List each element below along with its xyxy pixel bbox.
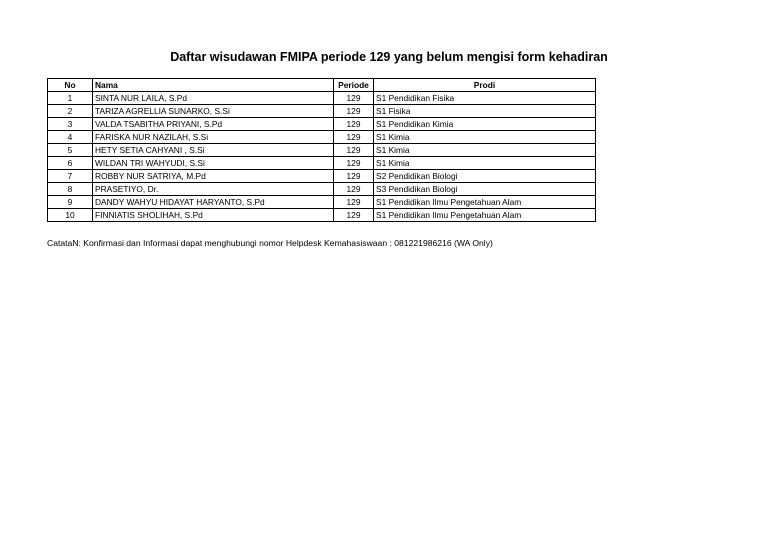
cell-prodi: S1 Kimia <box>374 131 596 144</box>
cell-nama: PRASETIYO, Dr. <box>93 183 334 196</box>
header-nama: Nama <box>93 79 334 92</box>
table-row <box>48 170 596 183</box>
cell-no: 3 <box>48 118 93 131</box>
cell-periode: 129 <box>334 170 374 183</box>
table-row <box>48 131 596 144</box>
cell-prodi: S1 Kimia <box>374 157 596 170</box>
table-row <box>48 92 596 105</box>
graduates-table <box>47 78 596 222</box>
cell-prodi: S1 Pendidikan Ilmu Pengetahuan Alam <box>374 196 596 209</box>
cell-periode: 129 <box>334 131 374 144</box>
cell-prodi: S1 Pendidikan Kimia <box>374 118 596 131</box>
cell-no: 7 <box>48 170 93 183</box>
cell-nama: DANDY WAHYU HIDAYAT HARYANTO, S.Pd <box>93 196 334 209</box>
cell-periode: 129 <box>334 118 374 131</box>
contact-note: CatataN: Konfirmasi dan Informasi dapat menghubungi nomor Helpdesk Kemahasiswaan : 081221986216 (WA Only) <box>47 238 493 248</box>
cell-periode: 129 <box>334 105 374 118</box>
cell-nama: ROBBY NUR SATRIYA, M.Pd <box>93 170 334 183</box>
cell-prodi: S2 Pendidikan Biologi <box>374 170 596 183</box>
cell-no: 4 <box>48 131 93 144</box>
cell-periode: 129 <box>334 157 374 170</box>
cell-periode: 129 <box>334 196 374 209</box>
cell-prodi: S1 Fisika <box>374 105 596 118</box>
table-row <box>48 157 596 170</box>
header-no: No <box>48 79 93 92</box>
cell-prodi: S3 Pendidikan Biologi <box>374 183 596 196</box>
cell-no: 9 <box>48 196 93 209</box>
header-periode: Periode <box>334 79 374 92</box>
cell-periode: 129 <box>334 92 374 105</box>
cell-periode: 129 <box>334 209 374 222</box>
table-row <box>48 196 596 209</box>
cell-no: 6 <box>48 157 93 170</box>
cell-no: 1 <box>48 92 93 105</box>
cell-periode: 129 <box>334 144 374 157</box>
cell-no: 8 <box>48 183 93 196</box>
cell-prodi: S1 Pendidikan Ilmu Pengetahuan Alam <box>374 209 596 222</box>
cell-prodi: S1 Kimia <box>374 144 596 157</box>
table-row <box>48 183 596 196</box>
cell-nama: VALDA TSABITHA PRIYANI, S.Pd <box>93 118 334 131</box>
cell-nama: FARISKA NUR NAZILAH, S.Si <box>93 131 334 144</box>
table-row <box>48 209 596 222</box>
cell-no: 2 <box>48 105 93 118</box>
table-header-row <box>48 79 596 92</box>
table-row <box>48 105 596 118</box>
cell-prodi: S1 Pendidikan Fisika <box>374 92 596 105</box>
cell-nama: FINNIATIS SHOLIHAH, S.Pd <box>93 209 334 222</box>
cell-no: 10 <box>48 209 93 222</box>
cell-nama: WILDAN TRI WAHYUDI, S.Si <box>93 157 334 170</box>
header-prodi: Prodi <box>374 79 596 92</box>
cell-nama: TARIZA AGRELLIA SUNARKO, S.Si <box>93 105 334 118</box>
cell-nama: HETY SETIA CAHYANI , S.Si <box>93 144 334 157</box>
table-row <box>48 144 596 157</box>
cell-periode: 129 <box>334 183 374 196</box>
page-title: Daftar wisudawan FMIPA periode 129 yang belum mengisi form kehadiran <box>170 50 608 64</box>
table-row <box>48 118 596 131</box>
cell-no: 5 <box>48 144 93 157</box>
cell-nama: SINTA NUR LAILA, S.Pd <box>93 92 334 105</box>
